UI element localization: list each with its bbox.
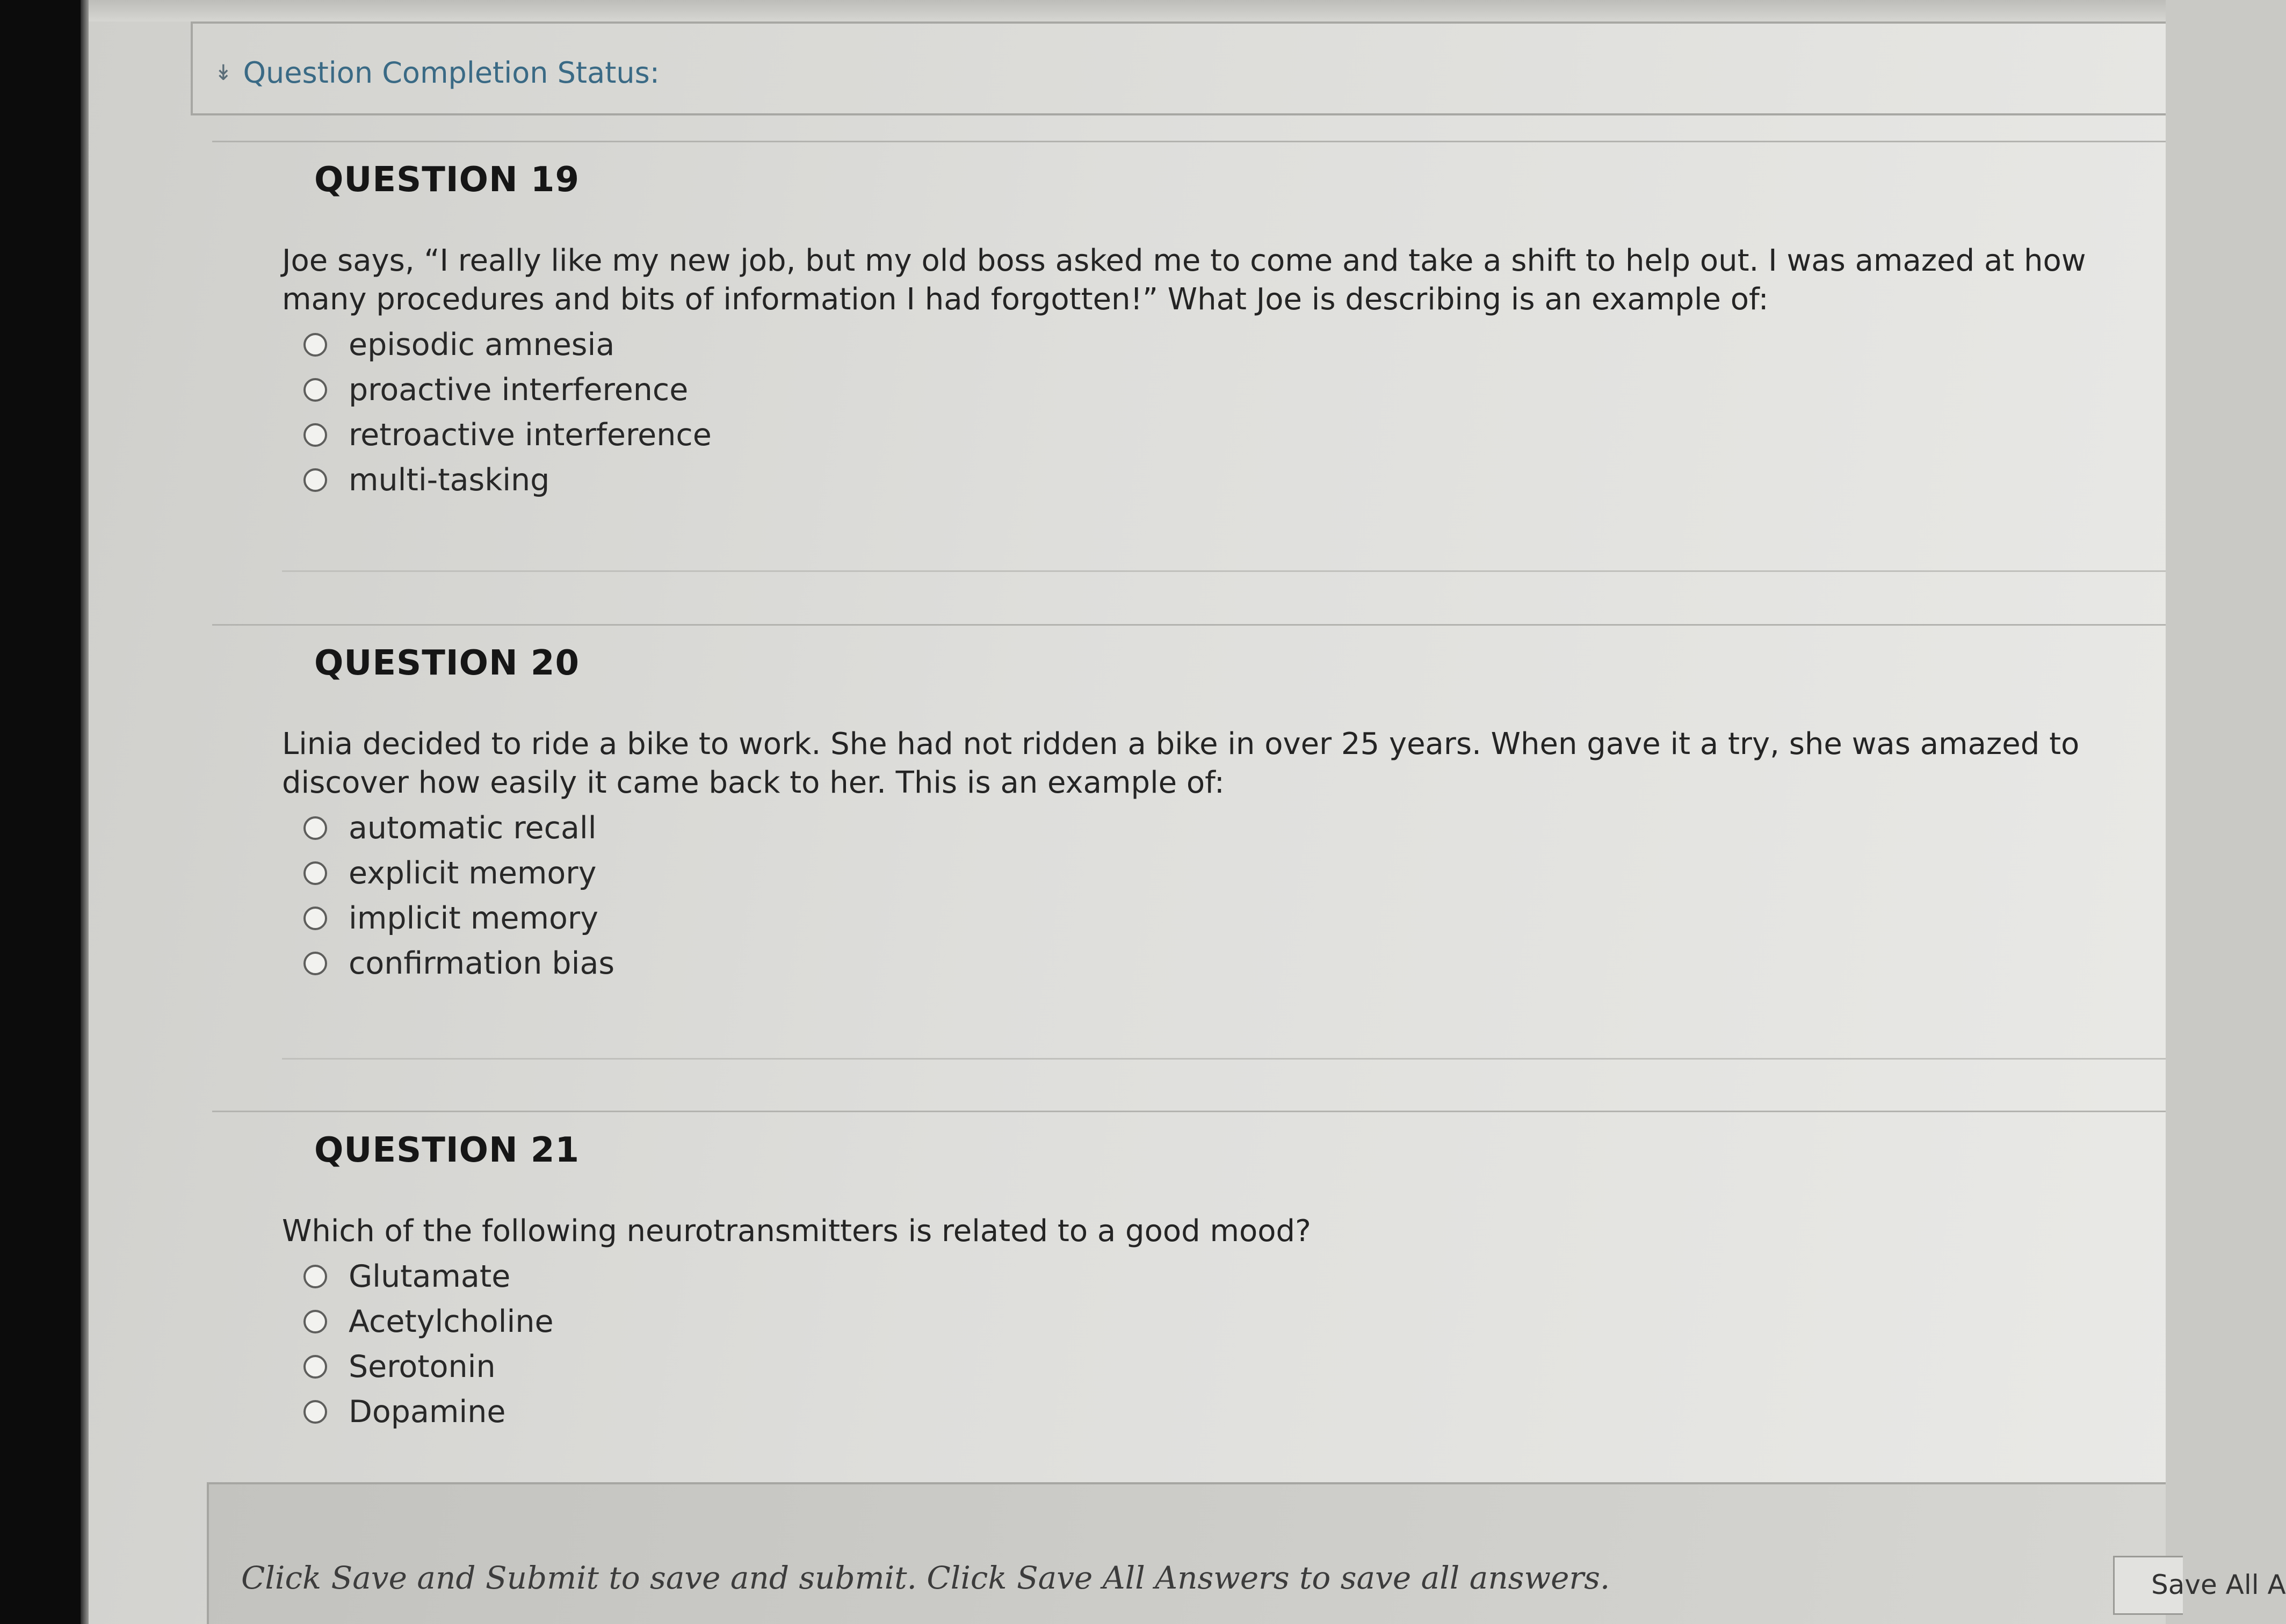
question-20 [282, 643, 2119, 986]
radio-button[interactable] [303, 816, 327, 840]
question-20-title: QUESTION 20 [314, 643, 580, 683]
section-divider [212, 141, 2166, 142]
option-label: Dopamine [349, 1394, 506, 1430]
question-20-option-automatic-recall[interactable] [303, 806, 2119, 851]
monitor-bezel [0, 0, 89, 1624]
question-19-title: QUESTION 19 [314, 160, 580, 200]
question-completion-status-panel [191, 21, 2166, 115]
question-20-option-implicit-memory[interactable] [303, 896, 2119, 941]
radio-button[interactable] [303, 423, 327, 447]
question-19-options [303, 322, 2119, 503]
option-label: Glutamate [349, 1259, 511, 1294]
submit-footer [207, 1482, 2286, 1624]
question-20-option-explicit-memory[interactable] [303, 851, 2119, 896]
top-shade [89, 0, 2166, 21]
chevron-double-down-icon: ↡ [214, 60, 233, 85]
question-21-option-glutamate[interactable] [303, 1254, 2119, 1299]
question-19-text: Joe says, “I really like my new job, but my old boss asked me to come and take a shift to help out. I was amazed at how many procedures and bits of information I had forgotten!” What Joe is describing is an example of: [282, 243, 2086, 317]
question-19-option-multi-tasking[interactable] [303, 458, 2119, 503]
radio-button[interactable] [303, 1265, 327, 1288]
question-divider [282, 1058, 2166, 1060]
option-label: multi-tasking [349, 462, 550, 498]
radio-button[interactable] [303, 907, 327, 930]
question-21-title: QUESTION 21 [314, 1130, 580, 1170]
question-divider [282, 570, 2166, 572]
question-21-option-acetylcholine[interactable] [303, 1299, 2119, 1344]
submit-instructions: Click Save and Submit to save and submit. Click Save All Answers to save all answers. [241, 1560, 1610, 1596]
question-21 [282, 1130, 2119, 1434]
question-20-option-confirmation-bias[interactable] [303, 941, 2119, 986]
radio-button[interactable] [303, 861, 327, 885]
option-label: proactive interference [349, 372, 689, 408]
option-label: Acetylcholine [349, 1304, 554, 1339]
option-label: confirmation bias [349, 946, 615, 981]
save-all-answers-button[interactable]: Save All A [2113, 1556, 2183, 1615]
question-19-option-episodic-amnesia[interactable] [303, 322, 2119, 367]
question-19-option-proactive-interference[interactable] [303, 367, 2119, 412]
question-20-text: Linia decided to ride a bike to work. She had not ridden a bike in over 25 years. When gave it a try, she was amazed to discover how easily it came back to her. This is an example of: [282, 727, 2080, 800]
radio-button[interactable] [303, 1310, 327, 1333]
radio-button[interactable] [303, 378, 327, 402]
radio-button[interactable] [303, 1355, 327, 1379]
option-label: explicit memory [349, 856, 597, 891]
option-label: automatic recall [349, 810, 597, 846]
question-19 [282, 160, 2119, 503]
radio-button[interactable] [303, 1400, 327, 1424]
option-label: Serotonin [349, 1349, 496, 1384]
test-page [89, 0, 2286, 1624]
option-label: implicit memory [349, 901, 599, 936]
section-divider [212, 1111, 2166, 1112]
radio-button[interactable] [303, 333, 327, 357]
question-completion-status-toggle[interactable] [214, 56, 660, 90]
question-21-options [303, 1254, 2119, 1434]
question-19-option-retroactive-interference[interactable] [303, 412, 2119, 458]
option-label: retroactive interference [349, 417, 712, 453]
radio-button[interactable] [303, 952, 327, 975]
question-21-option-serotonin[interactable] [303, 1344, 2119, 1389]
question-completion-status-label: Question Completion Status: [243, 56, 660, 90]
question-21-option-dopamine[interactable] [303, 1389, 2119, 1434]
question-20-options [303, 806, 2119, 986]
radio-button[interactable] [303, 468, 327, 492]
section-divider [212, 624, 2166, 626]
question-21-text: Which of the following neurotransmitters is related to a good mood? [282, 1214, 1311, 1249]
option-label: episodic amnesia [349, 327, 615, 363]
